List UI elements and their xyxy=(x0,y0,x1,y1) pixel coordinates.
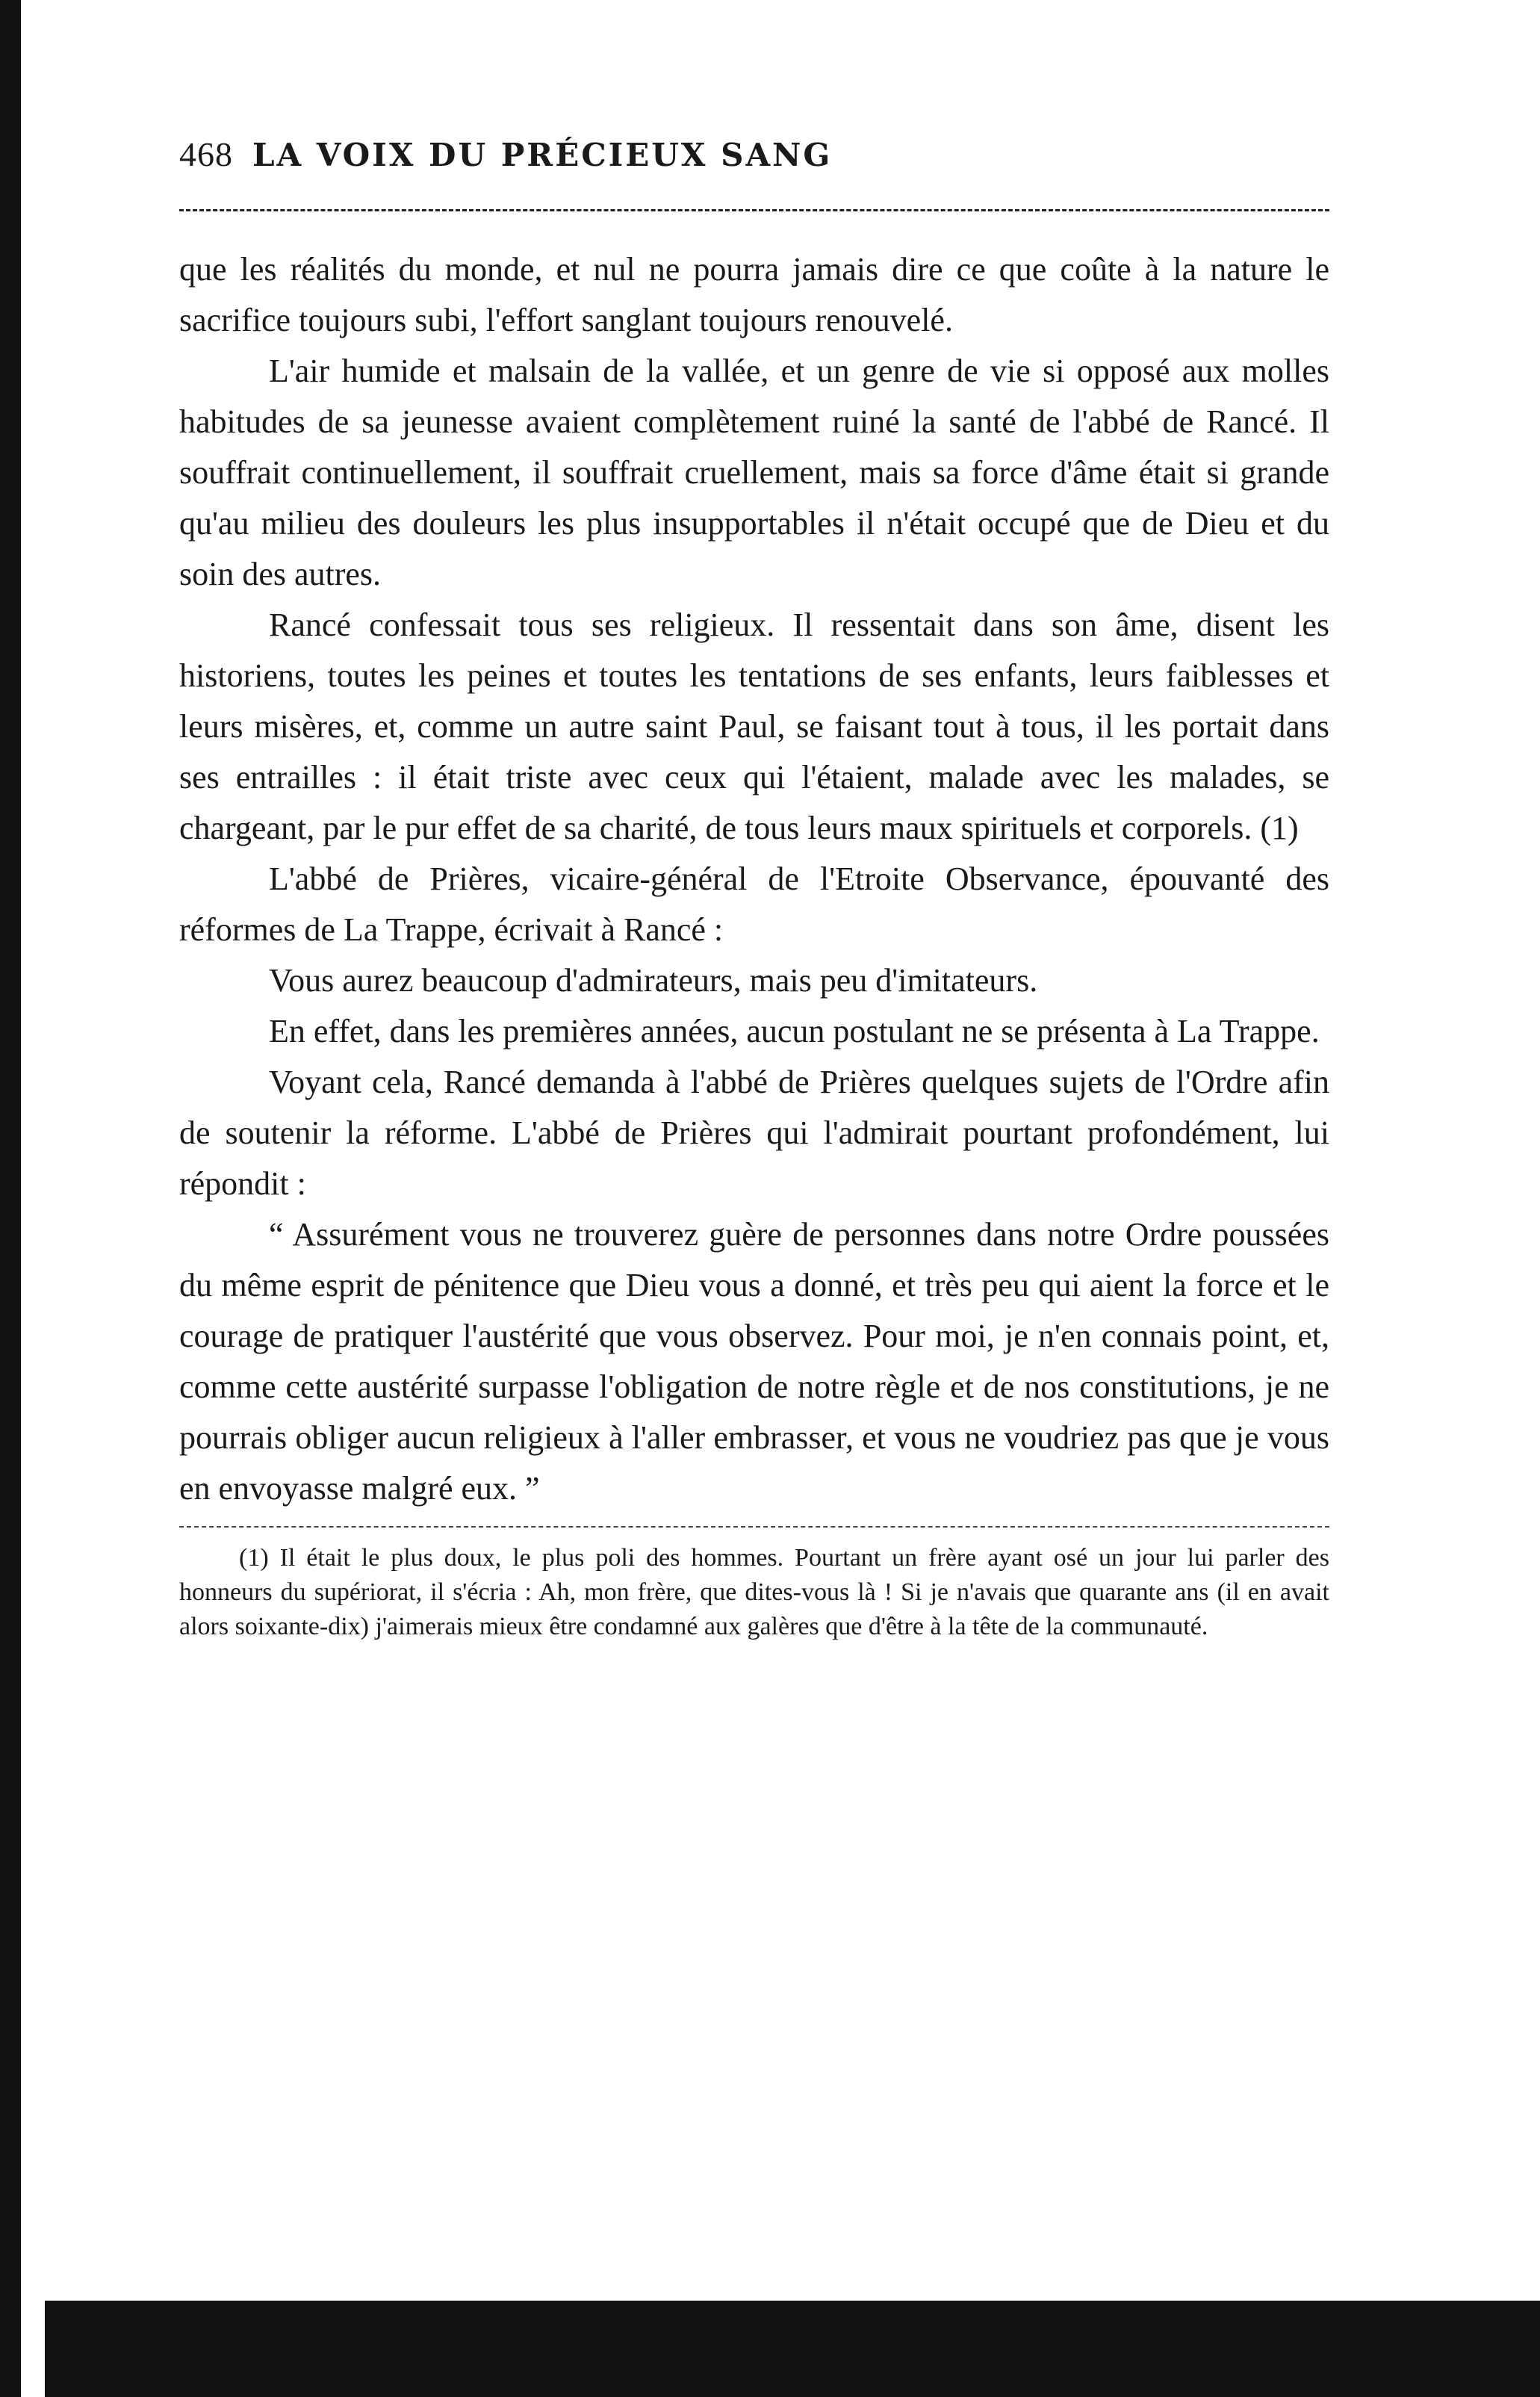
footnote-text: (1) Il était le plus doux, le plus poli des hommes. Pourtant un frère ayant osé un jour lui parler des honneurs du supériorat, il s'écria : Ah, mon frère, que dites-vous là ! Si je n'avais que quarante ans (il en avait alors soixante-dix) j'aimerais mieux être condamné aux galères que d'être à la tête de la communauté. xyxy=(179,1544,1329,1640)
book-page xyxy=(179,134,1329,1644)
paragraph: L'abbé de Prières, vicaire-général de l'Etroite Observance, épouvanté des réformes de La Trappe, écrivait à Rancé : xyxy=(179,860,1329,948)
footnote-rule xyxy=(179,1526,1329,1528)
header-rule xyxy=(179,209,1329,211)
scan-bottom-edge xyxy=(45,2301,1540,2397)
paragraph: En effet, dans les premières années, aucun postulant ne se présenta à La Trappe. xyxy=(269,1013,1320,1049)
page-header xyxy=(179,134,1329,202)
book-spine-shadow xyxy=(0,0,21,2397)
paragraph: Vous aurez beaucoup d'admirateurs, mais peu d'imitateurs. xyxy=(269,962,1038,999)
footnote xyxy=(179,1541,1329,1644)
body-text xyxy=(179,244,1329,1514)
paragraph: “ Assurément vous ne trouverez guère de personnes dans notre Ordre poussées du même esprit de pénitence que Dieu vous a donné, et très peu qui aient la force et le courage de pratiquer l'austérité que vous observez. Pour moi, je n'en connais point, et, comme cette austérité surpasse l'obligation de notre règle et de nos constitutions, je ne pourrais obliger aucun religieux à l'aller embrasser, et vous ne voudriez pas que je vous en envoyasse malgré eux. ” xyxy=(179,1216,1329,1507)
paragraph: L'air humide et malsain de la vallée, et un genre de vie si opposé aux molles habitudes de sa jeunesse avaient complètement ruiné la santé de l'abbé de Rancé. Il souffrait continuellement, il souffrait cruellement, mais sa force d'âme était si grande qu'au milieu des douleurs les plus insupportables il n'était occupé que de Dieu et du soin des autres. xyxy=(179,353,1329,592)
running-title: LA VOIX DU PRÉCIEUX SANG xyxy=(252,137,833,173)
paragraph: Rancé confessait tous ses religieux. Il ressentait dans son âme, disent les historiens, toutes les peines et toutes les tentations de ses enfants, leurs faiblesses et leurs misères, et, comme un autre saint Paul, se faisant tout à tous, il les portait dans ses entrailles : il était triste avec ceux qui l'étaient, malade avec les malades, se chargeant, par le pur effet de sa charité, de tous leurs maux spirituels et corporels. (1) xyxy=(179,607,1329,846)
paragraph: que les réalités du monde, et nul ne pourra jamais dire ce que coûte à la nature le sacrifice toujours subi, l'effort sanglant toujours renouvelé. xyxy=(179,251,1329,338)
page-number: 468 xyxy=(179,135,233,173)
paragraph: Voyant cela, Rancé demanda à l'abbé de Prières quelques sujets de l'Ordre afin de soutenir la réforme. L'abbé de Prières qui l'admirait pourtant profondément, lui répondit : xyxy=(179,1064,1329,1202)
